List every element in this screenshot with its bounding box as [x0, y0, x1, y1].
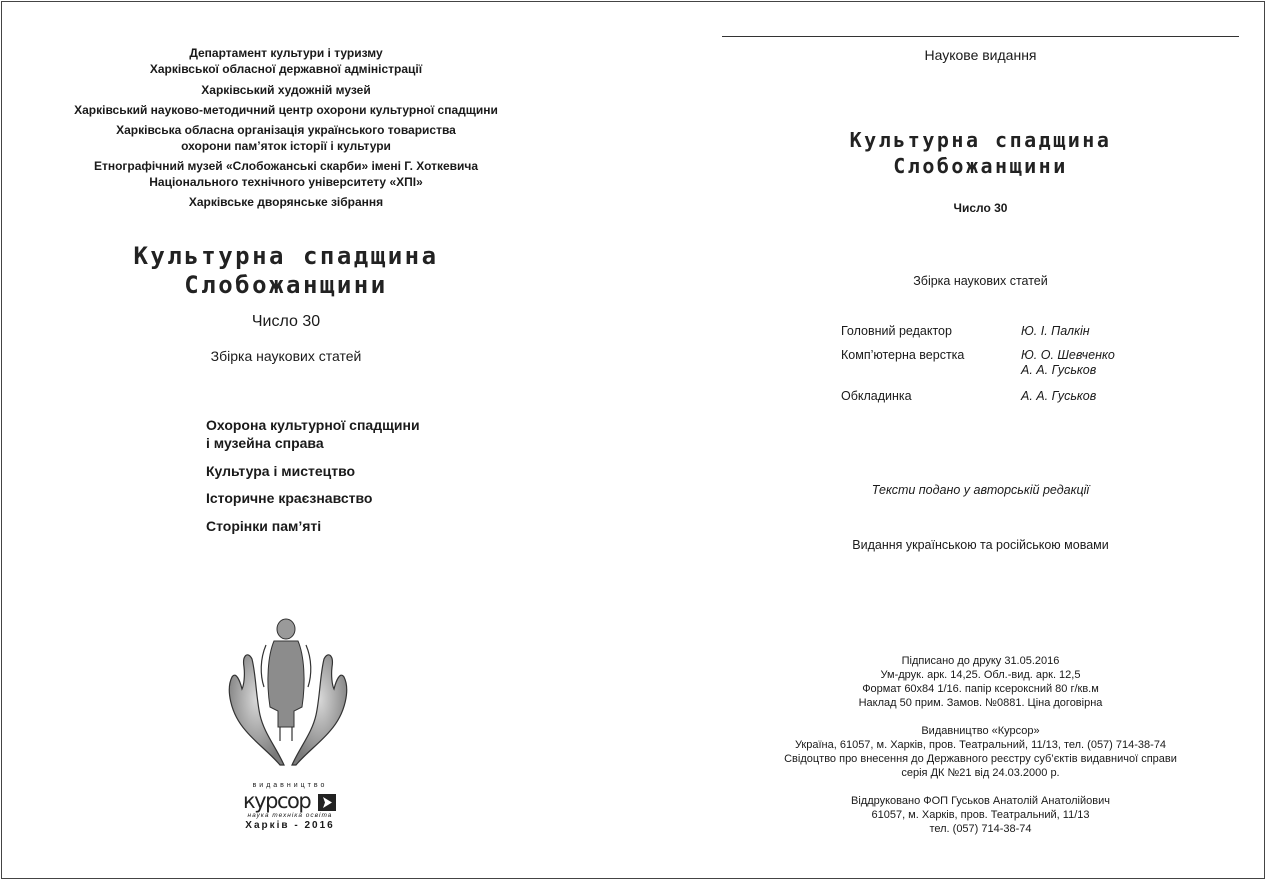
- print-info-line: Підписано до друку 31.05.2016: [901, 655, 1060, 667]
- note-languages: Видання українською та російською мовами: [852, 538, 1109, 552]
- org-line: Харківська обласна організація українського товариства: [116, 123, 456, 137]
- header-rule: [722, 36, 1239, 37]
- printer-info-line: 61057, м. Харків, пров. Театральний, 11/13: [871, 809, 1090, 821]
- credit-name: А. А. Гуськов: [1021, 363, 1097, 377]
- right-title-line2: Слобожанщини: [893, 154, 1068, 178]
- right-subtitle: Збірка наукових статей: [913, 274, 1048, 288]
- logo-word: курсор: [243, 789, 311, 813]
- print-info-line: Ум-друк. арк. 14,25. Обл.-вид. арк. 12,5: [880, 669, 1081, 681]
- org-line: Харківський художній музей: [201, 83, 371, 97]
- credit-label: Обкладинка: [841, 389, 912, 403]
- org-line: Департамент культури і туризму: [189, 46, 383, 60]
- print-info-line: Наклад 50 прим. Замов. №0881. Ціна договірна: [858, 697, 1103, 709]
- left-title-line2: Слобожанщини: [184, 271, 388, 299]
- section-title: Охорона культурної спадщини: [206, 417, 420, 433]
- hands-emblem: [222, 615, 354, 767]
- cursor-arrow-icon: [318, 794, 336, 811]
- credit-name: А. А. Гуськов: [1021, 389, 1097, 403]
- left-subtitle: Збірка наукових статей: [210, 348, 362, 364]
- print-info-line: Формат 60х84 1/16. папір ксероксний 80 г/кв.м: [862, 683, 1099, 695]
- right-issue: Число 30: [953, 201, 1008, 215]
- org-line: Національного технічного університету «ХПІ»: [149, 175, 423, 189]
- left-title-line1: Культурна спадщина: [133, 242, 439, 270]
- org-line: Харківської обласної державної адміністрації: [149, 62, 423, 76]
- printer-info-line: Віддруковано ФОП Гуськов Анатолій Анатолійович: [851, 795, 1110, 807]
- left-issue: Число 30: [251, 313, 321, 330]
- section-title: Історичне краєзнавство: [206, 490, 373, 506]
- publisher-info-line: Україна, 61057, м. Харків, пров. Театральний, 11/13, тел. (057) 714-38-74: [794, 739, 1167, 751]
- right-title: [722, 127, 1239, 179]
- printer-info-line: тел. (057) 714-38-74: [929, 823, 1032, 835]
- org-line: Харківське дворянське зібрання: [188, 195, 384, 209]
- right-title-line1: Культурна спадщина: [849, 128, 1112, 152]
- left-page: [0, 0, 572, 881]
- org-line: охорони пам’яток історії і культури: [181, 139, 391, 153]
- logo-top-text: видавництво: [252, 782, 328, 789]
- left-title: [0, 242, 572, 300]
- publisher-info-line: серія ДК №21 від 24.03.2000 р.: [901, 767, 1060, 779]
- note-editorial: Тексти подано у авторській редакції: [871, 483, 1090, 497]
- publisher-info-line: Свідоцтво про внесення до Державного реєстру суб’єктів видавничої справи: [784, 753, 1177, 765]
- credit-name: Ю. І. Палкін: [1021, 324, 1090, 338]
- city-year: Харків - 2016: [245, 820, 335, 831]
- credit-label: Комп’ютерна верстка: [841, 348, 965, 362]
- logo-tagline: наука техніка освіта: [247, 812, 333, 819]
- right-header: Наукове видання: [924, 47, 1037, 63]
- section-title: Культура і мистецтво: [206, 463, 356, 479]
- section-title: Сторінки пам’яті: [206, 518, 322, 534]
- credit-label: Головний редактор: [841, 324, 952, 338]
- section-title: і музейна справа: [206, 435, 324, 451]
- right-page: [722, 0, 1239, 881]
- org-line: Етнографічний музей «Слобожанські скарби» імені Г. Хоткевича: [93, 159, 479, 173]
- org-line: Харківський науково-методичний центр охорони культурної спадщини: [74, 103, 498, 117]
- credit-name: Ю. О. Шевченко: [1021, 348, 1115, 362]
- publisher-info-line: Видавництво «Курсор»: [921, 725, 1040, 737]
